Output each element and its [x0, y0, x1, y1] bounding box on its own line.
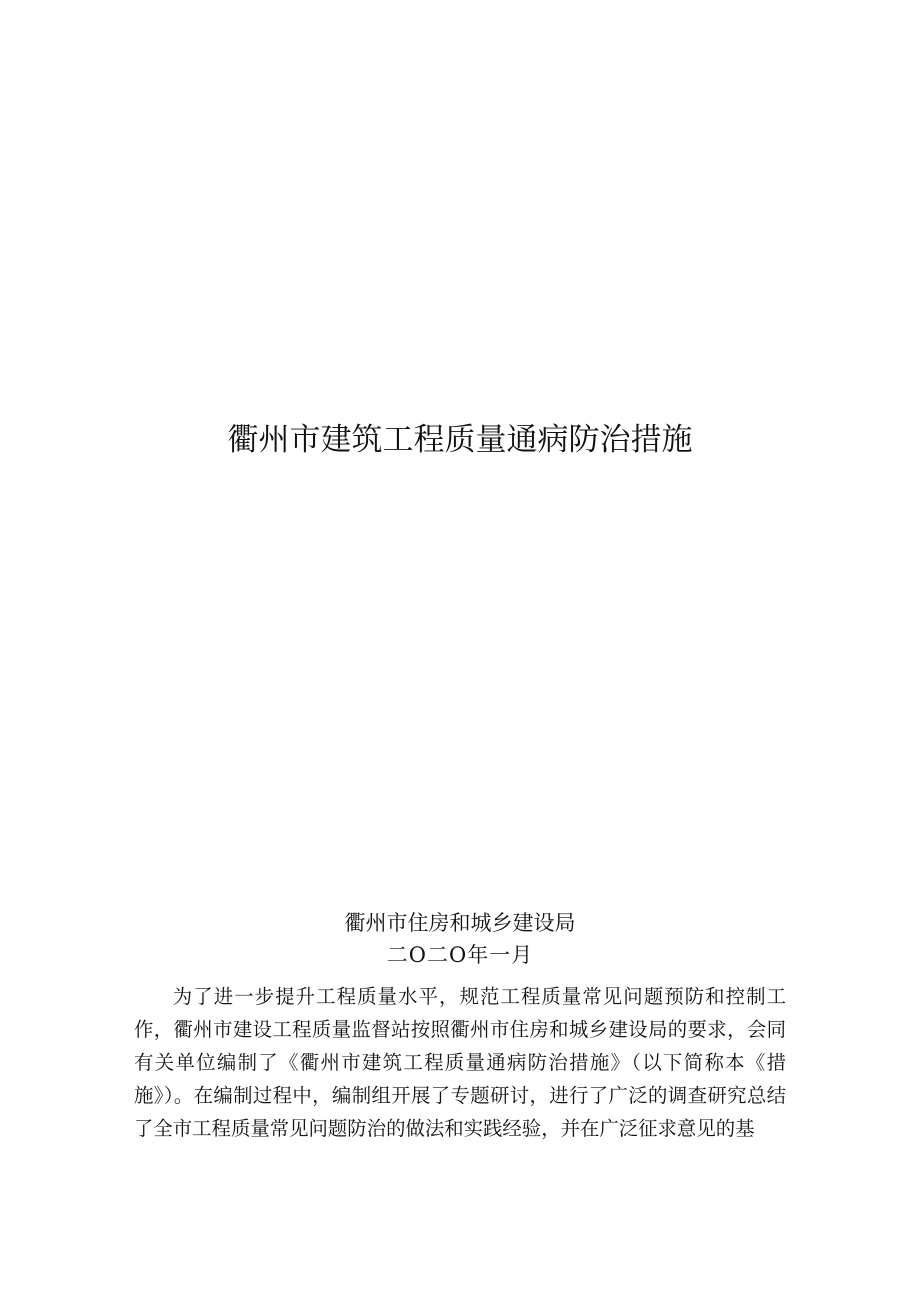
- document-title: 衢州市建筑工程质量通病防治措施: [227, 422, 693, 458]
- issuing-authority: 衢州市住房和城乡建设局: [344, 911, 576, 935]
- intro-paragraph: 为了进一步提升工程质量水平，规范工程质量常见问题预防和控制工作，衢州市建设工程质量监督站按照衢州市住房和城乡建设局的要求，会同有关单位编制了《衢州市建筑工程质量通病防治措施》（以下简称本《措施》）。在编制过程中，编制组开展了专题研讨，进行了广泛的调查研究总结了全市工程质量常见问题防治的做法和实践经验，并在广泛征求意见的基: [134, 985, 786, 1140]
- issue-date: 二O二O年一月: [386, 943, 534, 967]
